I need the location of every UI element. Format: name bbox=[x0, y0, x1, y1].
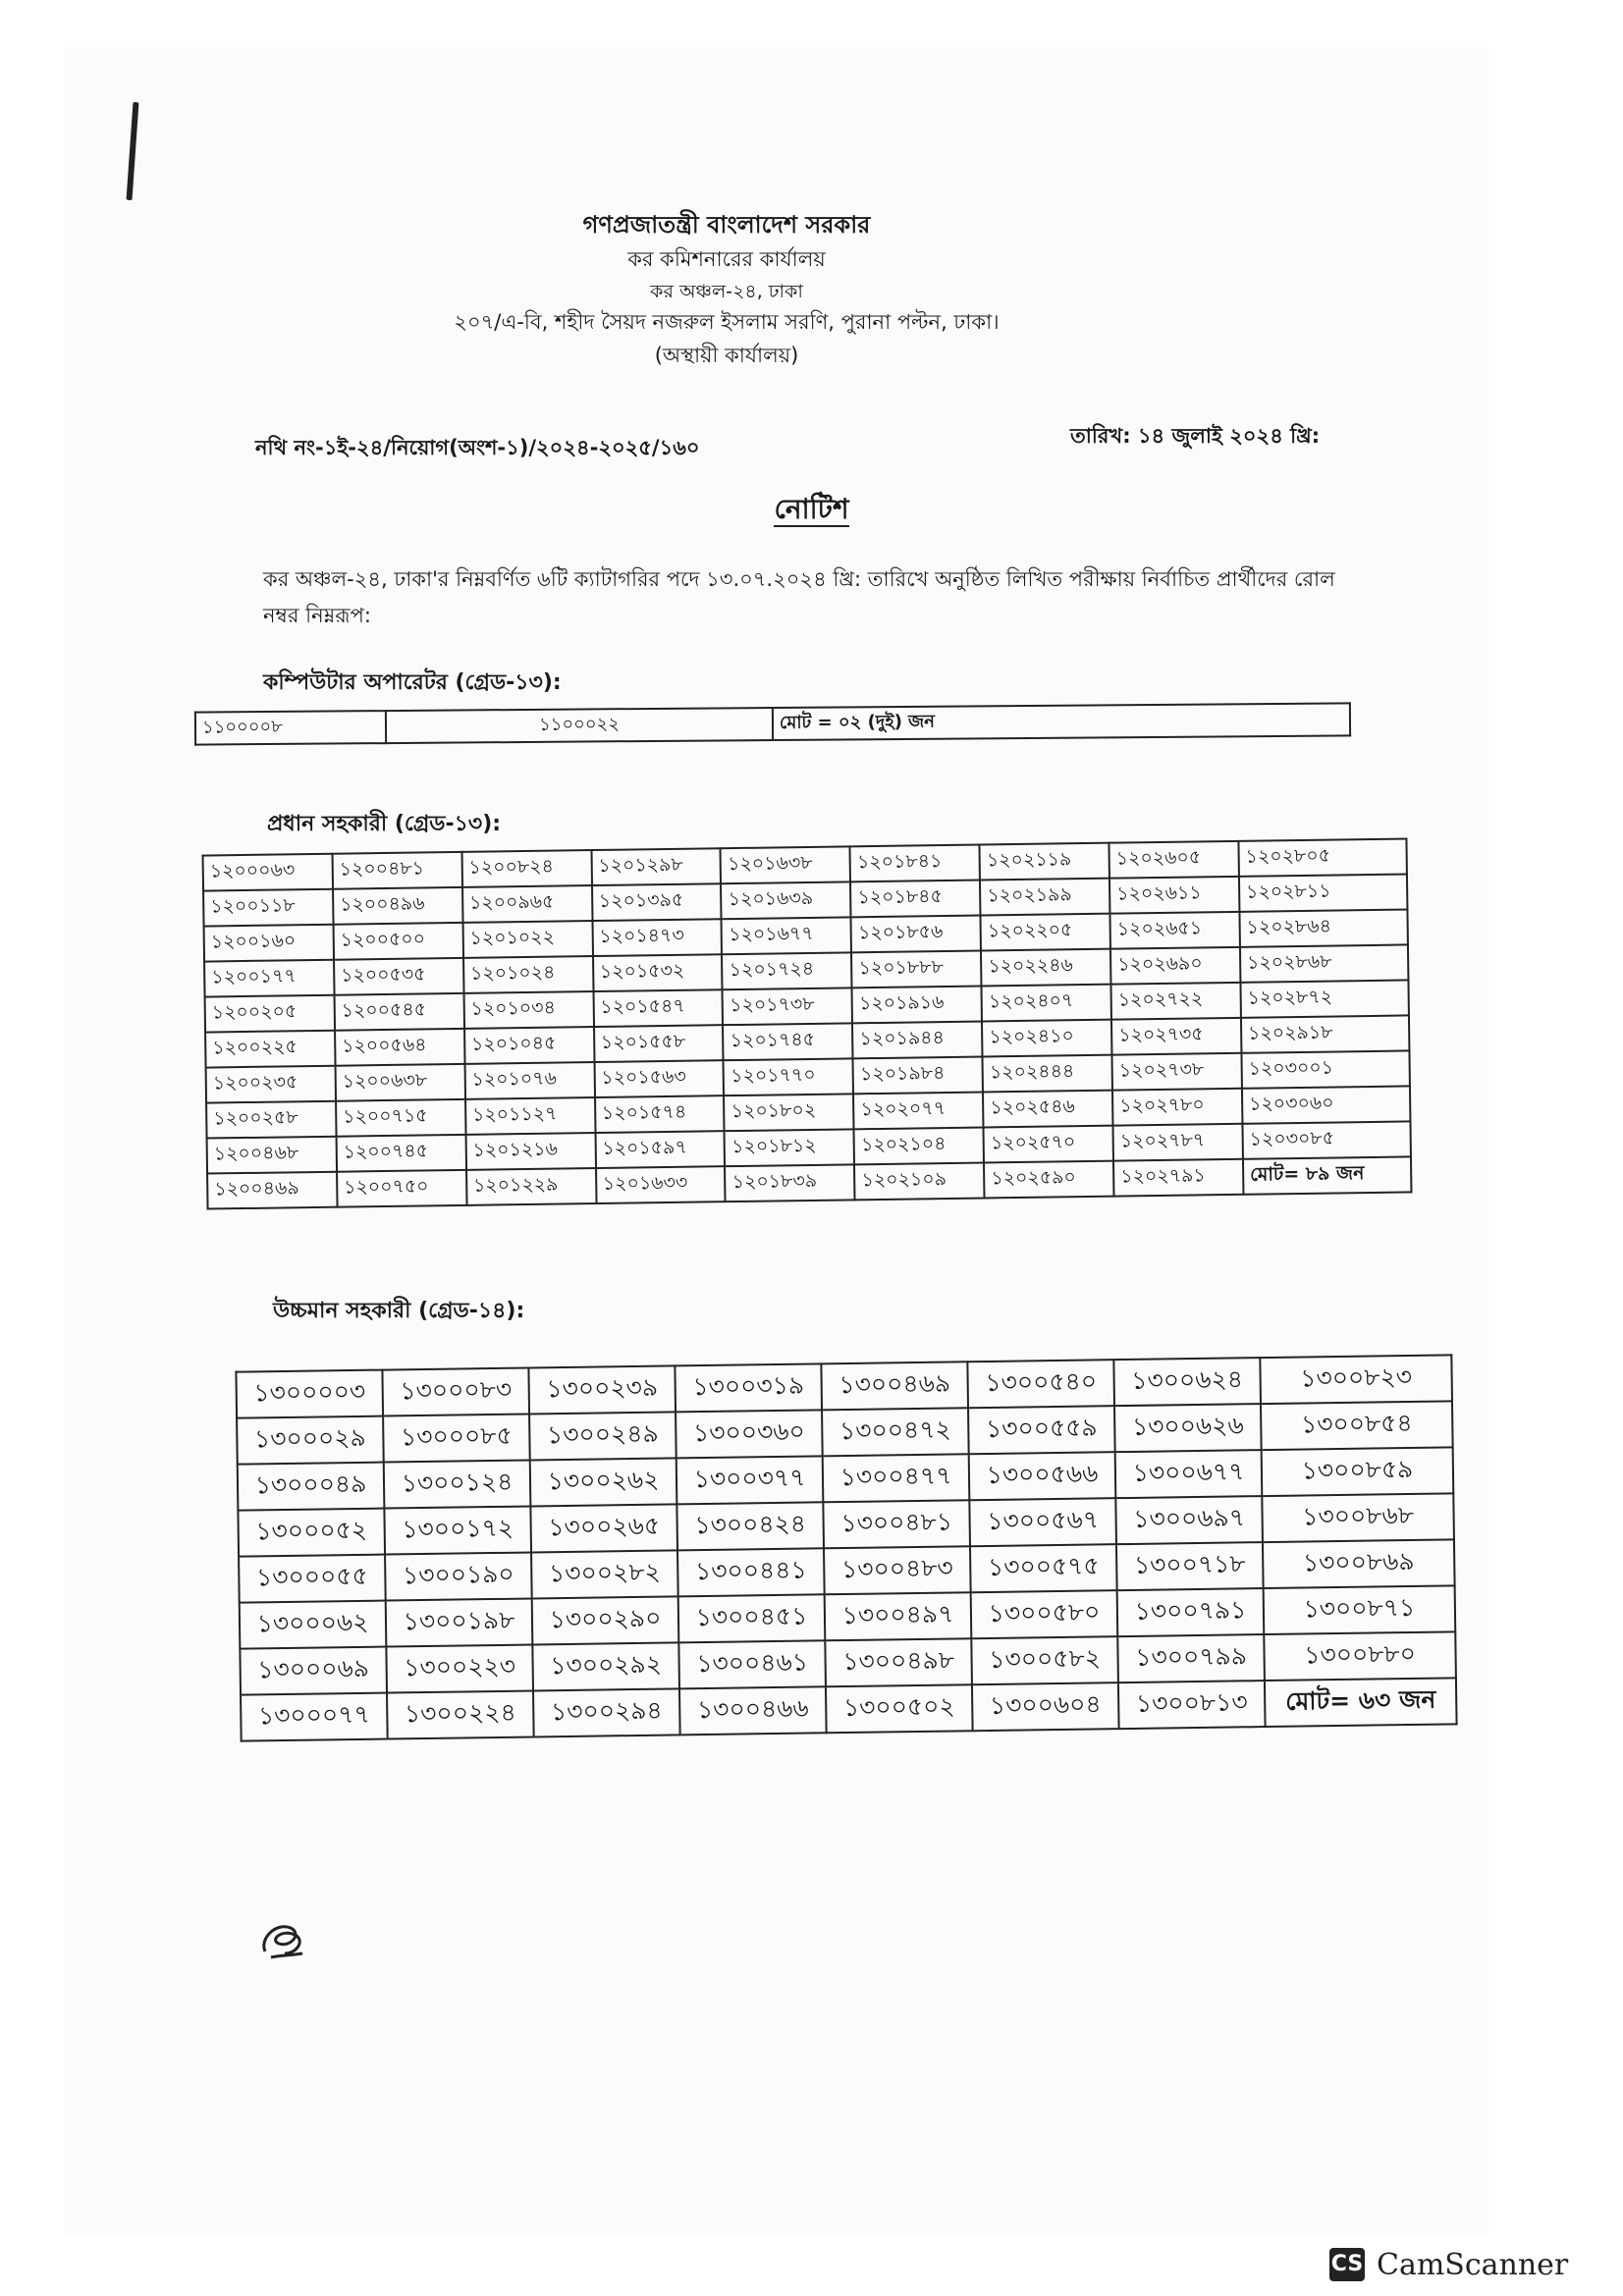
roll-cell: ১২০১৮০২ bbox=[724, 1094, 853, 1131]
roll-cell: ১২০১৮৮৮ bbox=[851, 951, 981, 988]
roll-cell: ১৩০০১২৪ bbox=[384, 1460, 531, 1508]
roll-cell: ১৩০০৫৬৭ bbox=[969, 1498, 1116, 1546]
roll-cell: ১৩০০২৯০ bbox=[532, 1596, 679, 1644]
notice-title-text: নোটিশ bbox=[774, 493, 849, 525]
roll-cell: ১২০২৫৪৬ bbox=[983, 1091, 1112, 1128]
govt-name: গণপ্রজাতন্ত্রী বাংলাদেশ সরকার bbox=[582, 211, 871, 239]
roll-cell: ১২০২২৪৬ bbox=[981, 949, 1110, 987]
roll-cell: ১৩০০৫৮২ bbox=[971, 1636, 1118, 1684]
roll-cell: ১২০২৭৩৫ bbox=[1111, 1018, 1241, 1055]
roll-cell: ১৩০০৫৭৫ bbox=[970, 1544, 1117, 1592]
roll-cell: ১৩০০২৯২ bbox=[532, 1642, 679, 1690]
roll-cell: ১২০১১২৭ bbox=[465, 1097, 595, 1135]
roll-cell: ১৩০০৮১৩ bbox=[1118, 1681, 1266, 1729]
roll-cell: ১২০৩০৮৫ bbox=[1242, 1121, 1411, 1158]
roll-cell: ১৩০০৭১৮ bbox=[1116, 1542, 1264, 1590]
roll-cell: ১২০২১০৪ bbox=[854, 1128, 984, 1165]
roll-cell: ১৩০০০৪৯ bbox=[238, 1463, 385, 1511]
roll-cell: ১৩০০০০৩ bbox=[236, 1370, 383, 1418]
roll-cell: ১২০০২০৫ bbox=[205, 995, 335, 1033]
letterhead bbox=[373, 206, 1080, 373]
roll-cell: ১২০১৫৫৮ bbox=[594, 1025, 724, 1062]
roll-cell: ১৩০০৪৫১ bbox=[678, 1594, 826, 1642]
roll-cell: ১৩০০৪৯৮ bbox=[825, 1638, 972, 1686]
roll-cell: ১১০০০০৮ bbox=[195, 711, 386, 745]
section-title-head-assistant: প্রধান সহকারী (গ্রেড-১৩): bbox=[267, 812, 502, 836]
roll-cell: ১৩০০১৭২ bbox=[384, 1506, 531, 1554]
roll-cell: ১৩০০০৭৭ bbox=[241, 1693, 388, 1741]
roll-cell: ১২০২৮৬৮ bbox=[1240, 944, 1409, 982]
roll-cell: ১৩০০২৬৫ bbox=[530, 1504, 677, 1552]
roll-cell: ১৩০০৬২৪ bbox=[1113, 1358, 1261, 1406]
signature bbox=[257, 1914, 316, 1963]
roll-cell: ১২০২৭৮৭ bbox=[1113, 1124, 1243, 1161]
roll-cell: ১২০০৫৩৫ bbox=[334, 958, 463, 995]
roll-cell: ১৩০০২৪৯ bbox=[529, 1412, 676, 1460]
roll-cell: ১২০১০৩৪ bbox=[463, 991, 593, 1029]
roll-cell: ১২০১৬৩৯ bbox=[721, 881, 850, 919]
office-type: (অস্থায়ী কার্যালয়) bbox=[654, 343, 799, 367]
roll-cell: ১৩০০৪২৪ bbox=[676, 1502, 824, 1550]
roll-cell: ১৩০০০৫২ bbox=[238, 1509, 385, 1557]
roll-cell: ১২০০৭৪৫ bbox=[336, 1135, 465, 1172]
roll-cell: ১২০০১১৮ bbox=[203, 889, 333, 927]
roll-cell: ১২০০৭৫০ bbox=[337, 1170, 466, 1207]
roll-cell: ১৩০০০৮৩ bbox=[382, 1367, 529, 1415]
total-cell: মোট= ৮৯ জন bbox=[1243, 1156, 1412, 1194]
camscanner-watermark: CamScanner bbox=[1377, 2248, 1569, 2282]
upper-assistant-table bbox=[235, 1354, 1457, 1741]
roll-cell: ১৩০০৪৯৭ bbox=[825, 1592, 972, 1640]
roll-cell: ১৩০০৪৮১ bbox=[823, 1500, 970, 1548]
roll-cell: ১২০২৯১৮ bbox=[1241, 1015, 1410, 1052]
roll-cell: ১২০২৪৪৪ bbox=[983, 1055, 1112, 1093]
roll-cell: ১৩০০৮৫৪ bbox=[1261, 1401, 1453, 1450]
roll-cell: ১৩০০৭৯১ bbox=[1117, 1588, 1265, 1636]
total-cell: মোট = ০২ (দুই) জন bbox=[773, 703, 1350, 740]
roll-cell: ১৩০০৫৬৬ bbox=[969, 1452, 1116, 1500]
roll-cell: ১২০২৭৮০ bbox=[1112, 1089, 1242, 1126]
roll-cell: ১৩০০০২৯ bbox=[237, 1416, 384, 1465]
roll-cell: ১২০১৩৯৫ bbox=[592, 883, 722, 921]
roll-cell: ১৩০০৮৭১ bbox=[1264, 1585, 1456, 1634]
roll-cell: ১২০১৮৪৫ bbox=[850, 881, 980, 918]
roll-cell: ১৩০০৭৯৯ bbox=[1117, 1634, 1265, 1682]
roll-cell: ১২০০৪৯৬ bbox=[333, 887, 462, 925]
roll-cell: ১২০১০৪৫ bbox=[464, 1027, 594, 1064]
section-title-upper-assistant: উচ্চমান সহকারী (গ্রেড-১৪): bbox=[273, 1299, 525, 1323]
roll-cell: ১২০১৬৩৩ bbox=[596, 1166, 726, 1203]
roll-cell: ১৩০০২৬২ bbox=[530, 1458, 677, 1506]
roll-cell: ১৩০০৫৮০ bbox=[971, 1590, 1118, 1638]
roll-cell: ১৩০০৮৬৯ bbox=[1263, 1539, 1455, 1588]
roll-cell: ১২০১৬৩৮ bbox=[721, 846, 850, 883]
roll-cell: ১২০২৬৫১ bbox=[1110, 912, 1240, 949]
roll-cell: ১২০১৭৪৫ bbox=[723, 1023, 852, 1060]
roll-cell: ১২০১৫৭৪ bbox=[595, 1095, 725, 1133]
roll-cell: ১২০১৭২৪ bbox=[722, 952, 851, 989]
roll-cell: ১৩০০৩১৯ bbox=[675, 1363, 822, 1412]
roll-cell: ১৩০০৬২৬ bbox=[1114, 1404, 1262, 1452]
roll-cell: ১৩০০৪৬৯ bbox=[821, 1362, 968, 1410]
roll-cell: ১২০১৫৬৩ bbox=[594, 1060, 724, 1097]
roll-cell: ১৩০০৪৭৭ bbox=[823, 1454, 970, 1502]
roll-cell: ১৩০০৮৫৯ bbox=[1262, 1447, 1454, 1496]
roll-cell: ১২০১০২২ bbox=[462, 921, 592, 958]
notice-date: তারিখ: ১৪ জুলাই ২০২৪ খ্রি: bbox=[1070, 424, 1321, 448]
roll-cell: ১৩০০৮২৩ bbox=[1260, 1355, 1452, 1404]
roll-cell: ১৩০০৩৬০ bbox=[676, 1410, 823, 1458]
memo-number: নথি নং-১ই-২৪/নিয়োগ(অংশ-১)/২০২৪-২০২৫/১৬০ bbox=[255, 436, 700, 459]
roll-cell: ১৩০০৬০৪ bbox=[972, 1682, 1119, 1731]
roll-cell: ১২০২১৯৯ bbox=[980, 879, 1109, 916]
zone-name: কর অঞ্চল-২৪, ঢাকা bbox=[650, 280, 803, 302]
roll-cell: ১৩০০০৫৫ bbox=[239, 1555, 386, 1603]
roll-cell: ১২০০৪৬৮ bbox=[207, 1137, 337, 1174]
roll-cell: ১৩০০৫৪০ bbox=[967, 1360, 1114, 1408]
roll-cell: ১৩০০৪৬১ bbox=[678, 1640, 826, 1688]
roll-cell: ১২০১০৭৬ bbox=[464, 1062, 594, 1099]
roll-cell: ১২০২৫৭০ bbox=[984, 1126, 1113, 1163]
roll-cell: ১২০৩০০১ bbox=[1241, 1050, 1410, 1088]
roll-cell: ১৩০০১৯০ bbox=[385, 1552, 532, 1600]
roll-cell: ১২০১৮৫৬ bbox=[851, 916, 981, 953]
roll-cell: ১৩০০৮৮০ bbox=[1264, 1631, 1456, 1681]
roll-cell: ১২০২৬০৫ bbox=[1109, 841, 1239, 879]
roll-cell: ১৩০০১৯৮ bbox=[386, 1598, 533, 1646]
roll-cell: ১২০২৭৩৮ bbox=[1112, 1053, 1242, 1091]
roll-cell: ১২০০২২৫ bbox=[205, 1031, 335, 1068]
total-cell: মোট= ৬৩ জন bbox=[1265, 1678, 1457, 1727]
roll-cell: ১২০০২৫৮ bbox=[206, 1101, 336, 1139]
roll-cell: ১২০০৬৩৮ bbox=[335, 1064, 464, 1101]
roll-cell: ১২০১৯৮৪ bbox=[853, 1057, 983, 1095]
roll-cell: ১৩০০২৩৯ bbox=[528, 1365, 676, 1414]
roll-cell: ১৩০০২২৪ bbox=[387, 1690, 534, 1738]
roll-cell: ১২০১৫৪৭ bbox=[593, 989, 723, 1027]
roll-cell: ১২০১৮১২ bbox=[725, 1129, 854, 1166]
roll-cell: ১২০১৭৭০ bbox=[724, 1058, 853, 1095]
roll-cell: ১২০১০২৪ bbox=[463, 956, 593, 993]
roll-cell: ১২০০৫৪৫ bbox=[334, 993, 463, 1031]
roll-cell: ১৩০০৪৪১ bbox=[677, 1548, 825, 1596]
roll-cell: ১৩০০৪৮৩ bbox=[824, 1546, 971, 1594]
roll-cell: ১২০১৯১৬ bbox=[852, 987, 982, 1024]
office-name: কর কমিশনারের কার্যালয় bbox=[627, 247, 826, 272]
roll-cell: ১২০১৫৯৭ bbox=[595, 1131, 725, 1168]
roll-cell: ১৩০০০৮৫ bbox=[383, 1414, 530, 1462]
roll-cell: ১২০১২৯৮ bbox=[591, 848, 721, 885]
roll-cell: ১২০১৪৭৩ bbox=[592, 919, 722, 956]
notice-intro: কর অঞ্চল-২৪, ঢাকা'র নিম্নবর্ণিত ৬টি ক্যাটাগরির পদে ১৩.০৭.২০২৪ খ্রি: তারিখে অনুষ্ঠিত লিখিত পরীক্ষায় নির্বাচিত প্রার্থীদের রোল নম্বর নিম্নরূপ: bbox=[263, 567, 1335, 627]
roll-cell: ১২০২৫৯০ bbox=[984, 1161, 1113, 1199]
section-title-computer-operator: কম্পিউটার অপারেটর (গ্রেড-১৩): bbox=[263, 670, 562, 695]
roll-cell: ১৩০০০৬৯ bbox=[240, 1647, 387, 1695]
roll-cell: ১২০২২০৫ bbox=[981, 914, 1110, 951]
roll-cell: ১৩০০৮৬৮ bbox=[1262, 1493, 1454, 1542]
roll-cell: ১২০০৮২৪ bbox=[461, 850, 591, 887]
roll-cell: ১২০১২২৯ bbox=[466, 1168, 596, 1205]
roll-cell: ১২০২১০৯ bbox=[854, 1162, 984, 1200]
roll-cell: ১২০২৬১১ bbox=[1109, 877, 1239, 914]
roll-cell: ১২০২৬৯০ bbox=[1110, 947, 1240, 985]
roll-cell: ১৩০০৫৫৯ bbox=[968, 1406, 1115, 1454]
roll-cell: ১২০১৬৭৭ bbox=[722, 917, 851, 954]
roll-cell: ১২০১৭৩৮ bbox=[723, 988, 852, 1025]
roll-cell: ১২০১৮৪১ bbox=[850, 845, 980, 882]
office-address: ২০৭/এ-বি, শহীদ সৈয়দ নজরুল ইসলাম সরণি, পুরানা পল্টন, ঢাকা। bbox=[454, 310, 1000, 335]
roll-cell: ১৩০০২৯৪ bbox=[533, 1688, 680, 1736]
roll-cell: ১৩০০৬৯৭ bbox=[1115, 1496, 1263, 1544]
roll-cell: ১২০০৯৬৫ bbox=[462, 885, 592, 923]
roll-cell: ১২০১২১৬ bbox=[465, 1133, 595, 1170]
roll-cell: ১২০১৫৩২ bbox=[593, 954, 723, 991]
roll-cell: ১২০২০৭৭ bbox=[853, 1093, 983, 1130]
roll-cell: ১২০২৮১১ bbox=[1239, 874, 1408, 911]
roll-cell: ১২০২৮৬৪ bbox=[1239, 909, 1408, 946]
roll-cell: ১৩০০২৮২ bbox=[531, 1550, 678, 1598]
roll-cell: ১২০০৪৬৯ bbox=[207, 1172, 337, 1209]
roll-cell: ১২০০৪৮১ bbox=[332, 852, 461, 889]
roll-cell: ১১০০০২২ bbox=[386, 708, 773, 743]
roll-cell: ১২০৩০৬০ bbox=[1242, 1086, 1411, 1123]
roll-cell: ১২০০৫০০ bbox=[333, 923, 462, 960]
roll-cell: ১৩০০৩৭৭ bbox=[676, 1456, 824, 1504]
roll-cell: ১২০১৮৩৯ bbox=[725, 1164, 854, 1201]
roll-cell: ১২০০০৬৩ bbox=[203, 854, 333, 891]
roll-cell: ১২০২৮০৫ bbox=[1238, 838, 1407, 876]
roll-cell: ১২০২৪০৭ bbox=[982, 985, 1111, 1022]
roll-cell: ১২০০১৬০ bbox=[204, 925, 334, 962]
roll-cell: ১২০০৭১৫ bbox=[336, 1099, 465, 1137]
roll-cell: ১২০০২৩৫ bbox=[206, 1066, 336, 1103]
roll-cell: ১৩০০৪৬৬ bbox=[679, 1686, 827, 1735]
roll-cell: ১৩০০৫০২ bbox=[826, 1684, 973, 1733]
roll-cell: ১৩০০২২৩ bbox=[386, 1644, 533, 1692]
roll-cell: ১২০২১১৯ bbox=[980, 843, 1109, 881]
roll-cell: ১২০২৪১০ bbox=[982, 1020, 1111, 1057]
roll-cell: ১২০০৫৬৪ bbox=[335, 1029, 464, 1066]
roll-cell: ১২০০১৭৭ bbox=[204, 960, 334, 997]
roll-cell: ১২০২৭২২ bbox=[1111, 983, 1241, 1020]
notice-title bbox=[0, 488, 1623, 534]
roll-cell: ১৩০০০৬২ bbox=[240, 1601, 387, 1649]
head-assistant-table bbox=[202, 837, 1413, 1209]
roll-cell: ১২০২৭৯১ bbox=[1113, 1159, 1243, 1197]
camscanner-logo-icon: CS bbox=[1329, 2248, 1365, 2281]
roll-cell: ১২০১৯৪৪ bbox=[852, 1022, 982, 1059]
roll-cell: ১৩০০৪৭২ bbox=[822, 1408, 969, 1456]
roll-cell: ১৩০০৬৭৭ bbox=[1115, 1450, 1263, 1498]
roll-cell: ১২০২৮৭২ bbox=[1240, 980, 1409, 1017]
